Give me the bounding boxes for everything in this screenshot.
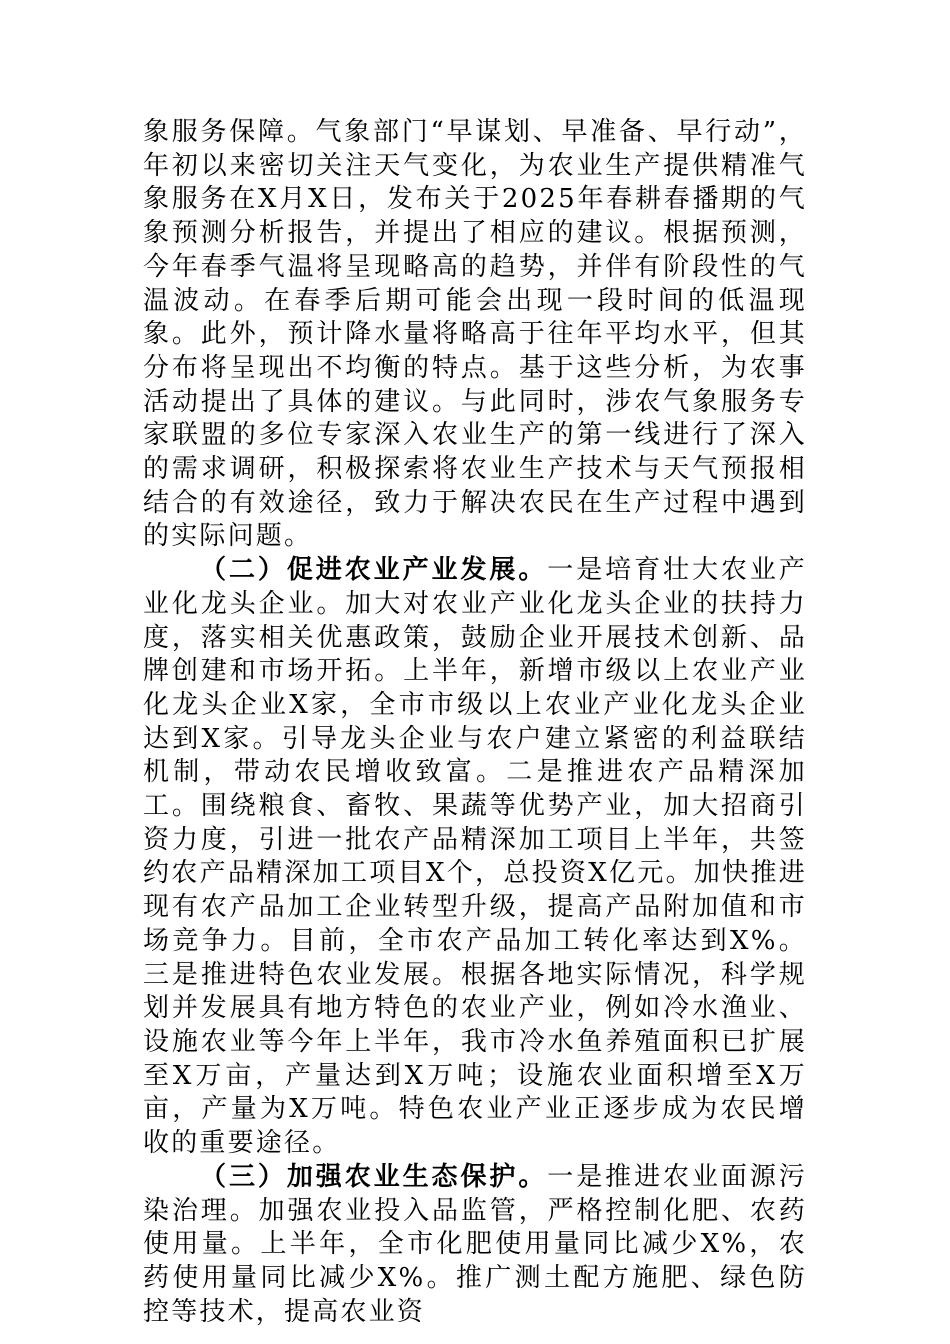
paragraph-industry-development (143, 554, 807, 1161)
paragraph-text: 一是推进农业面源污染治理。加强农业投入品监管，严格控制化肥、农药使用量。上半年，全市化肥使用量同比减少X%，农药使用量同比减少X%。推广测土配方施肥、绿色防控等技术，提高农业资 (143, 1161, 807, 1327)
paragraph-weather-service (143, 116, 807, 554)
document-body (143, 116, 807, 1329)
paragraph-ecological-protection (143, 1161, 807, 1330)
paragraph-text: 象服务保障。气象部门“早谋划、早准备、早行动”，年初以来密切关注天气变化，为农业生产提供精准气象服务在X月X日，发布关于2025年春耕春播期的气象预测分析报告，并提出了相应的建议。根据预测，今年春季气温将呈现略高的趋势，并伴有阶段性的气温波动。在春季后期可能会出现一段时间的低温现象。此外，预计降水量将略高于往年平均水平，但其分布将呈现出不均衡的特点。基于这些分析，为农事活动提出了具体的建议。与此同时，涉农气象服务专家联盟的多位专家深入农业生产的第一线进行了深入的需求调研，积极探索将农业生产技术与天气预报相结合的有效途径，致力于解决农民在生产过程中遇到的实际问题。 (143, 117, 807, 552)
section-heading-ecology: （三）加强农业生态保护。 (200, 1161, 548, 1192)
paragraph-text: 一是培育壮大农业产业化龙头企业。加大对农业产业化龙头企业的扶持力度，落实相关优惠政策，鼓励企业开展技术创新、品牌创建和市场开拓。上半年，新增市级以上农业产业化龙头企业X家，全市市级以上农业产业化龙头企业达到X家。引导龙头企业与农户建立紧密的利益联结机制，带动农民增收致富。二是推进农产品精深加工。围绕粮食、畜牧、果蔬等优势产业，加大招商引资力度，引进一批农产品精深加工项目上半年，共签约农产品精深加工项目X个，总投资X亿元。加快推进现有农产品加工企业转型升级，提高产品附加值和市场竞争力。目前，全市农产品加工转化率达到X%。三是推进特色农业发展。根据各地实际情况，科学规划并发展具有地方特色的农业产业，例如冷水渔业、设施农业等今年上半年，我市冷水鱼养殖面积已扩展至X万亩，产量达到X万吨；设施农业面积增至X万亩，产量为X万吨。特色农业产业正逐步成为农民增收的重要途径。 (143, 555, 807, 1159)
section-heading-industry: （二）促进农业产业发展。 (200, 555, 548, 586)
